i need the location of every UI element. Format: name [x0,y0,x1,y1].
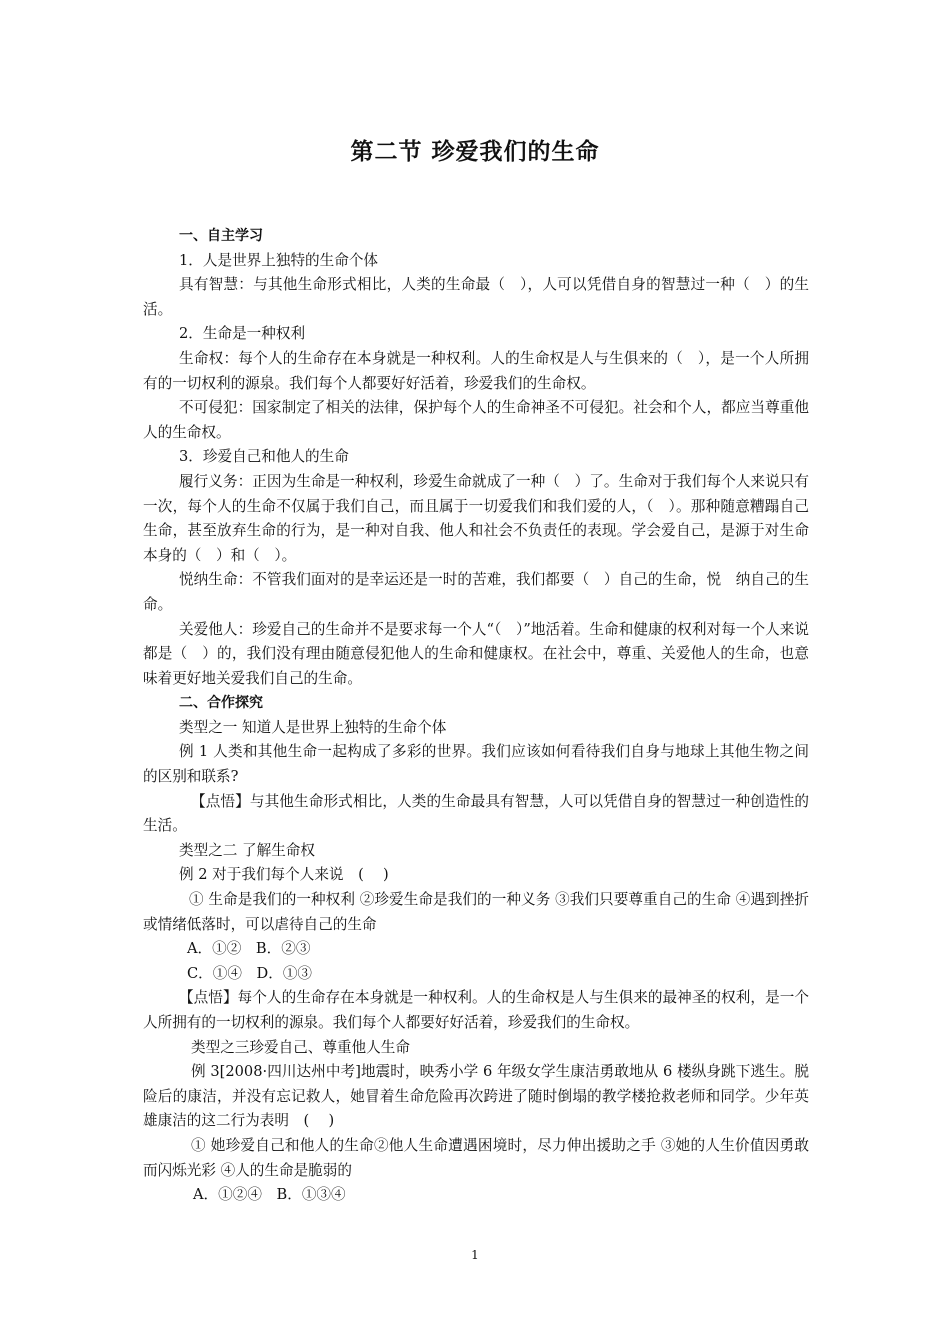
section-heading-self-study: 一、自主学习 [179,228,263,244]
document-body [143,224,809,1208]
type-one-label: 类型之一 知道人是世界上独特的生命个体 [179,718,447,736]
type-three-label: 类型之三珍爱自己、尊重他人生命 [191,1038,410,1056]
paragraph-right-to-life: 生命权：每个人的生命存在本身就是一种权利。人的生命权是人与生俱来的（ ），是一个人所拥有的一切权利的源泉。我们每个人都要好好活着，珍爱我们的生命权。 [143,349,809,392]
example-two: 例 2 对于我们每个人来说 ( ) [179,866,389,884]
page-number: 1 [471,1248,479,1262]
paragraph-accept-life: 悦纳生命：不管我们面对的是幸运还是一时的苦难，我们都要（ ）自己的生命，悦 纳自己的生命。 [143,571,809,613]
example-two-options-ab: A．①② B．②③ [187,940,311,958]
example-two-options-cd: C．①④ D．①③ [187,964,313,982]
subheading-cherish-life: 3．珍爱自己和他人的生命 [179,448,349,466]
example-two-statements: ① 生命是我们的一种权利 ②珍爱生命是我们的一种义务 ③我们只要尊重自己的生命 ④遇到挫折或情绪低落时，可以虐待自己的生命 [143,891,809,933]
example-three-options: A．①②④ B．①③④ [193,1186,346,1204]
example-one: 例 1 人类和其他生命一起构成了多彩的世界。我们应该如何看待我们自身与地球上其他生物之间的区别和联系? [143,743,809,786]
insight-one: 【点悟】与其他生命形式相比，人类的生命最具有智慧，人可以凭借自身的智慧过一种创造性的生活。 [143,792,809,835]
section-heading-cooperative-inquiry: 二、合作探究 [179,695,263,712]
example-three: 例 3[2008·四川达州中考]地震时，映秀小学 6 年级女学生康洁勇敢地从 6 楼纵身跳下逃生。脱险后的康洁，并没有忘记救人，她冒着生命危险再次跨进了随时倒塌的教学楼抢救老师和同学。少年英雄康洁的这二行为表明 ( ) [143,1063,809,1130]
paragraph-care-others: 关爱他人：珍爱自己的生命并不是要求每一个人“（ ）”地活着。生命和健康的权利对每一个人来说都是（ ）的，我们没有理由随意侵犯他人的生命和健康权。在社会中，尊重、关爱他人的生命，也意味着更好地关爱我们自己的生命。 [143,620,809,687]
subheading-unique-individual: 1．人是世界上独特的生命个体 [179,251,379,269]
insight-two: 【点悟】每个人的生命存在本身就是一种权利。人的生命权是人与生俱来的最神圣的权利，是一个人所拥有的一切权利的源泉。我们每个人都要好好活着，珍爱我们的生命权。 [143,989,809,1031]
paragraph-wisdom: 具有智慧：与其他生命形式相比，人类的生命最（ ），人可以凭借自身的智慧过一种（ ）的生活。 [143,276,809,318]
type-two-label: 类型之二 了解生命权 [179,841,315,859]
subheading-life-right: 2．生命是一种权利 [179,325,306,343]
example-three-statements: ① 她珍爱自己和他人的生命②他人生命遭遇困境时，尽力伸出援助之手 ③她的人生价值因勇敢而闪烁光彩 ④人的生命是脆弱的 [143,1136,809,1179]
paragraph-duty: 履行义务：正因为生命是一种权利，珍爱生命就成了一种（ ）了。生命对于我们每个人来说只有一次，每个人的生命不仅属于我们自己，而且属于一切爱我们和我们爱的人，（ ）。那种随意糟蹋自己生命，甚至放弃生命的行为，是一种对自我、他人和社会不负责任的表现。学会爱自己，是源于对生命本身的（ ）和（ ）。 [143,472,809,564]
paragraph-inviolable: 不可侵犯：国家制定了相关的法律，保护每个人的生命神圣不可侵犯。社会和个人，都应当尊重他人的生命权。 [143,399,809,441]
page-title: 第二节 珍爱我们的生命 [350,139,600,165]
